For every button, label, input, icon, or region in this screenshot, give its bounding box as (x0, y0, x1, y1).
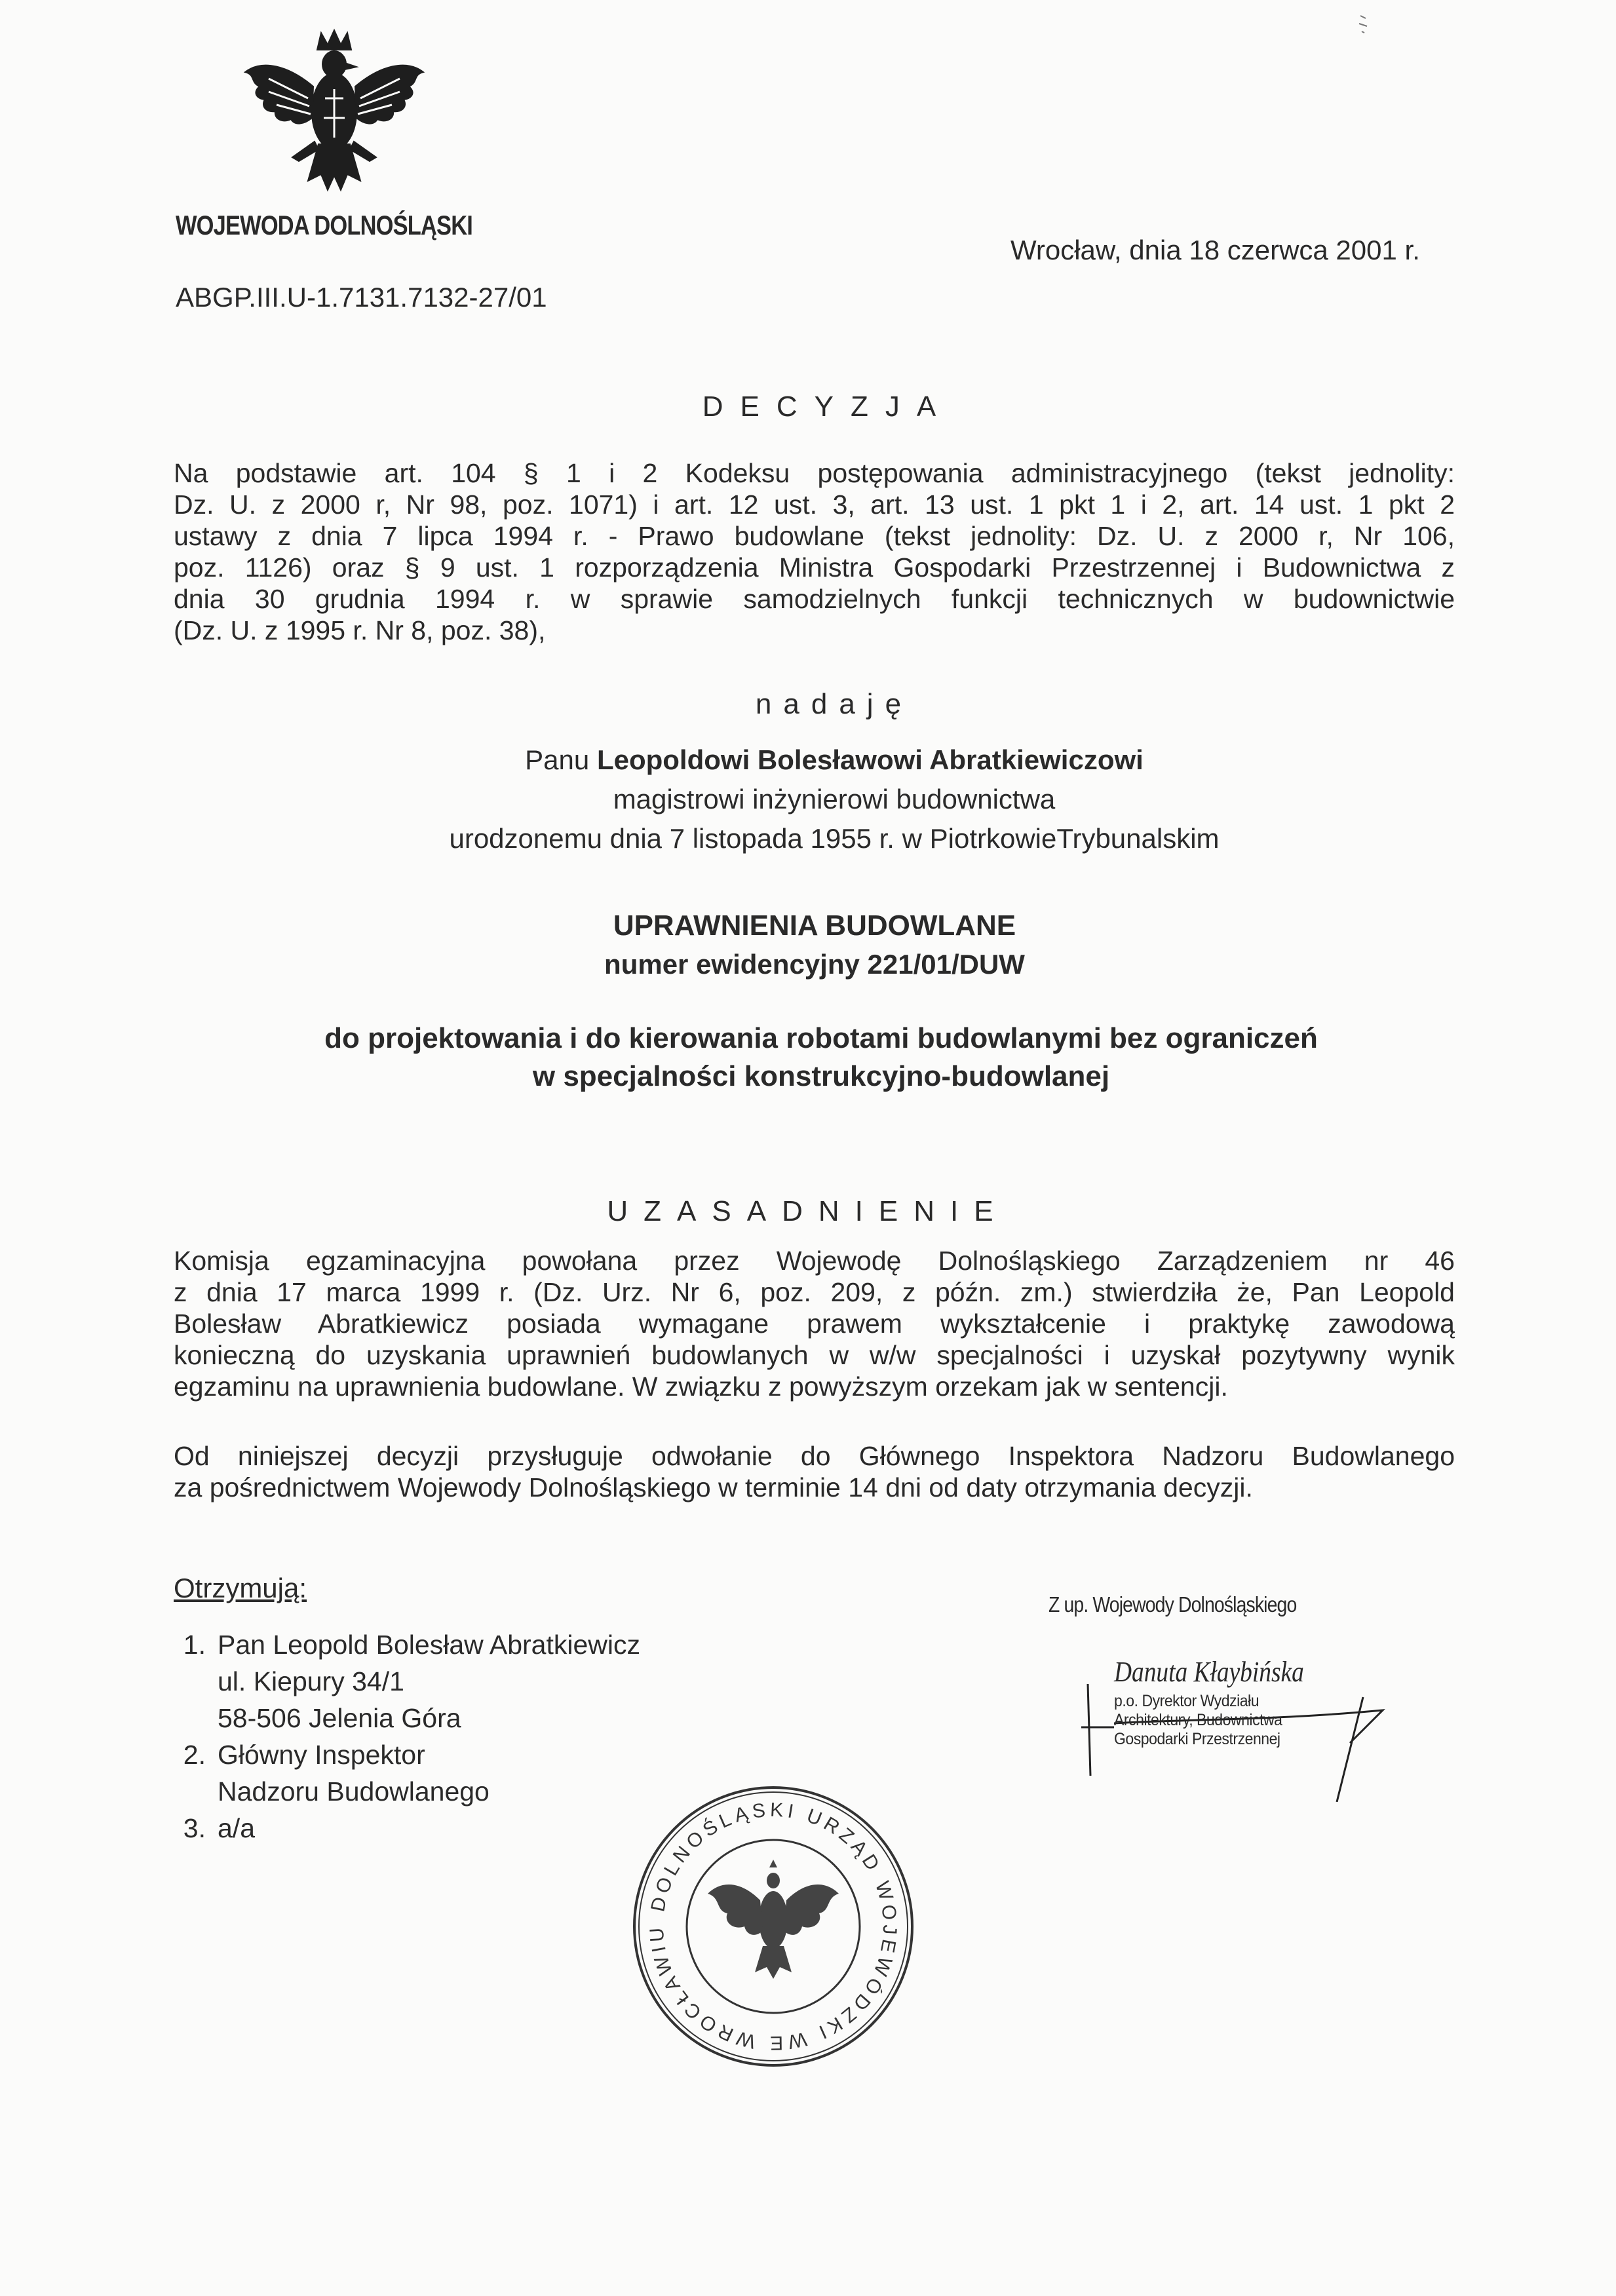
recipient-name: Leopoldowi Bolesławowi Abratkiewiczowi (596, 744, 1144, 775)
list-item: 1. Pan Leopold Bolesław Abratkiewicz (183, 1630, 640, 1660)
title-stamp-line: Architektury, Budownictwa (1114, 1711, 1282, 1729)
recipient-name-line (0, 744, 1616, 776)
legal-basis-line: Na podstawie art. 104 § 1 i 2 Kodeksu postępowania administracyjnego (tekst jednolity: (174, 458, 1455, 488)
legal-basis-line: (Dz. U. z 1995 r. Nr 8, poz. 38), (174, 615, 546, 645)
distribution-list (164, 1626, 640, 1846)
permission-scope: do projektowania i do kierowania robotami budowlanymi bez ograniczeń (324, 1022, 1318, 1054)
seal-text: DOLNOŚLĄSKI URZĄD WOJEWÓDZKI WE WROCŁAWIU (645, 1799, 901, 2054)
appeal-paragraph (174, 1440, 1455, 1503)
legal-basis-line: dnia 30 grudnia 1994 r. w sprawie samodzielnych funkcji technicznych w budownictwie (174, 584, 1455, 614)
authority-name: WOJEWODA DOLNOŚLĄSKI (176, 210, 472, 240)
legal-basis-line: poz. 1126) oraz § 9 ust. 1 rozporządzenia Ministra Gospodarki Przestrzennej i Budownictwa z (174, 552, 1455, 583)
recipient-prefix: Panu (525, 744, 590, 775)
eagle-emblem-icon (236, 26, 433, 210)
reference-number: ABGP.III.U-1.7131.7132-27/01 (176, 282, 547, 313)
justification-line: egzaminu na uprawnienia budowlane. W związku z powyższym orzekam jak w sentencji. (174, 1371, 1228, 1402)
justification-title: UZASADNIENIE (607, 1195, 1009, 1227)
justification-line: konieczną do uzyskania uprawnień budowlanych w w/w specjalności i uzyskał pozytywny wynik (174, 1340, 1455, 1370)
legal-basis-paragraph (174, 457, 1455, 646)
signature-header: Z up. Wojewody Dolnośląskiego (1048, 1592, 1297, 1617)
office-seal-icon (629, 1782, 917, 2071)
recipient-birth: urodzonemu dnia 7 listopada 1955 r. w PiotrkowieTrybunalskim (449, 823, 1220, 854)
recipient-title: magistrowi inżynierowi budownictwa (613, 784, 1056, 814)
signature-name: Danuta Kłaybińska (1114, 1656, 1304, 1688)
justification-line: z dnia 17 marca 1999 r. (Dz. Urz. Nr 6, poz. 209, z późn. zm.) stwierdziła że, Pan Leopold (174, 1277, 1455, 1307)
list-item: 2. Główny Inspektor (183, 1740, 425, 1770)
permission-title: UPRAWNIENIA BUDOWLANE (613, 909, 1016, 942)
place-and-date: Wrocław, dnia 18 czerwca 2001 r. (1010, 235, 1420, 265)
list-item: 58-506 Jelenia Góra (218, 1703, 461, 1733)
list-item: 3. a/a (183, 1813, 255, 1843)
appeal-line: Od niniejszej decyzji przysługuje odwołanie do Głównego Inspektora Nadzoru Budowlanego (174, 1441, 1455, 1471)
signature-block (1048, 1592, 1415, 1748)
decision-title: DECYZJA (702, 391, 953, 423)
appeal-line: za pośrednictwem Wojewody Dolnośląskiego w terminie 14 dni od daty otrzymania decyzji. (174, 1472, 1253, 1502)
distribution-title: Otrzymują: (174, 1573, 307, 1603)
grants-verb: nadaję (755, 688, 914, 720)
title-stamp (1114, 1692, 1282, 1749)
justification-line: Bolesław Abratkiewicz posiada wymagane prawem wykształcenie i praktykę zawodową (174, 1309, 1455, 1339)
permission-number: numer ewidencyjny 221/01/DUW (604, 949, 1025, 980)
permission-specialty: w specjalności konstrukcyjno-budowlanej (532, 1060, 1110, 1092)
legal-basis-line: ustawy z dnia 7 lipca 1994 r. - Prawo budowlane (tekst jednolity: Dz. U. z 2000 r, Nr 106, (174, 521, 1455, 551)
justification-line: Komisja egzaminacyjna powołana przez Wojewodę Dolnośląskiego Zarządzeniem nr 46 (174, 1246, 1455, 1276)
list-item: ul. Kiepury 34/1 (218, 1666, 404, 1696)
title-stamp-line: Gospodarki Przestrzennej (1114, 1730, 1280, 1748)
justification-paragraph (174, 1245, 1455, 1402)
title-stamp-line: p.o. Dyrektor Wydziału (1114, 1692, 1260, 1710)
scan-speck-icon (1356, 13, 1370, 39)
list-item: Nadzoru Budowlanego (218, 1776, 490, 1807)
legal-basis-line: Dz. U. z 2000 r, Nr 98, poz. 1071) i art. 12 ust. 3, art. 13 ust. 1 pkt 1 i 2, art. 14 ust. 1 pkt 2 (174, 489, 1455, 520)
